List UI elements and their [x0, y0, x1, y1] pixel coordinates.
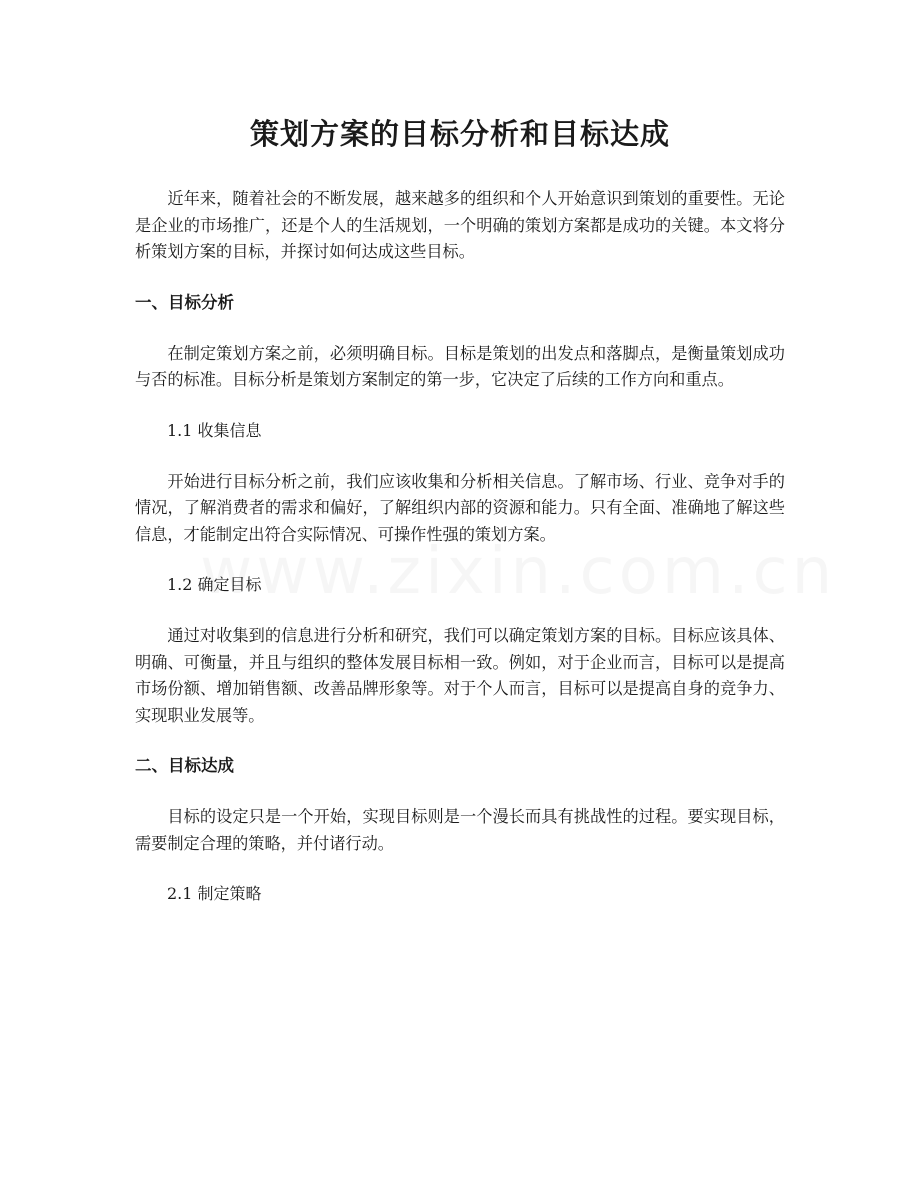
section-heading-goal-analysis: 一、目标分析 [135, 292, 234, 312]
collect-info-paragraph: 开始进行目标分析之前，我们应该收集和分析相关信息。了解市场、行业、竞争对手的情况，了解消费者的需求和偏好，了解组织内部的资源和能力。只有全面、准确地了解这些信息，才能制定出符合实际情况、可操作性强的策划方案。 [135, 471, 785, 544]
section-heading-goal-achievement: 二、目标达成 [135, 756, 234, 775]
intro-paragraph: 近年来，随着社会的不断发展，越来越多的组织和个人开始意识到策划的重要性。无论是企业的市场推广，还是个人的生活规划，一个明确的策划方案都是成功的关键。本文将分析策划方案的目标，并探讨如何达成这些目标。 [135, 189, 785, 261]
subsection-heading-collect-info: 1.1 收集信息 [167, 420, 262, 440]
subsection-heading-make-strategy: 2.1 制定策略 [167, 884, 262, 903]
subsection-heading-define-goal: 1.2 确定目标 [167, 575, 262, 594]
goal-analysis-paragraph: 在制定策划方案之前，必须明确目标。目标是策划的出发点和落脚点，是衡量策划成功与否的标准。目标分析是策划方案制定的第一步，它决定了后续的工作方向和重点。 [135, 343, 785, 389]
document-title: 策划方案的目标分析和目标达成 [249, 117, 670, 151]
goal-achievement-paragraph: 目标的设定只是一个开始，实现目标则是一个漫长而具有挑战性的过程。要实现目标，需要制定合理的策略，并付诸行动。 [135, 807, 785, 853]
document-body [135, 186, 785, 932]
define-goal-paragraph: 通过对收集到的信息进行分析和研究，我们可以确定策划方案的目标。目标应该具体、明确、可衡量，并且与组织的整体发展目标相一致。例如，对于企业而言，目标可以是提高市场份额、增加销售额、改善品牌形象等。对于个人而言，目标可以是提高自身的竞争力、实现职业发展等。 [135, 626, 785, 725]
